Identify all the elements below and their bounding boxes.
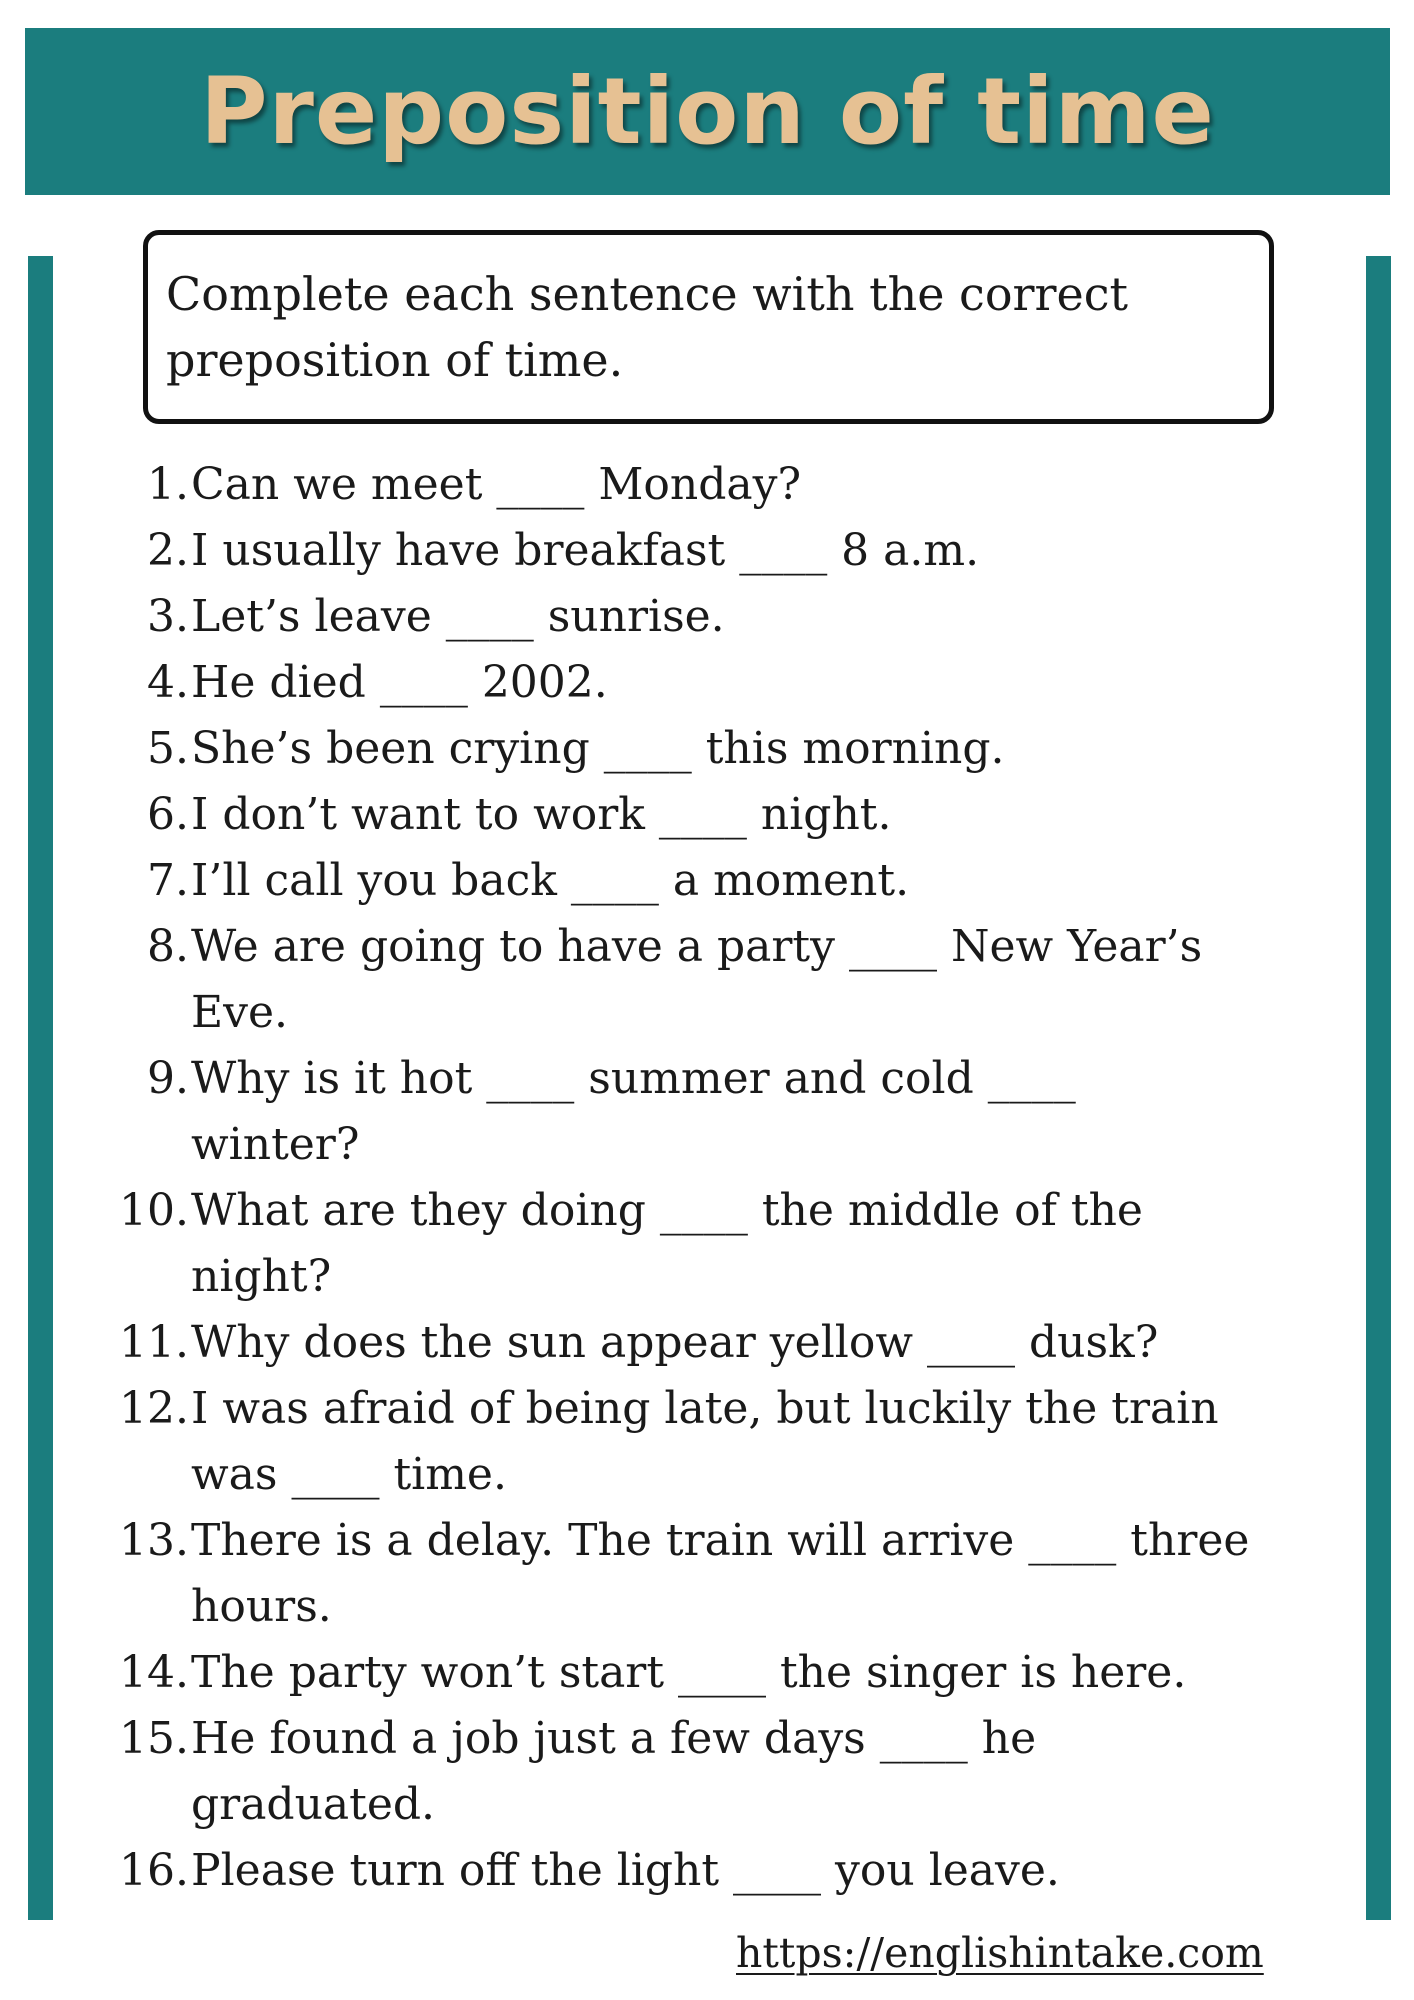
question-item	[110, 518, 1290, 584]
question-item	[110, 1310, 1290, 1376]
question-number: 3.	[147, 591, 189, 642]
question-item	[110, 1508, 1290, 1640]
question-text-line: was ____ time.	[191, 1449, 507, 1500]
question-text: Why does the sun appear yellow ____ dusk?	[191, 1317, 1159, 1368]
title-banner	[25, 28, 1390, 195]
instruction-line-1: Complete each sentence with the correct	[166, 267, 1128, 321]
page-title: Preposition of time	[200, 58, 1215, 165]
question-text: Please turn off the light ____ you leave.	[191, 1845, 1060, 1896]
question-number: 11.	[119, 1317, 189, 1368]
question-number: 2.	[147, 525, 189, 576]
question-text-line: hours.	[191, 1581, 332, 1632]
question-number: 10.	[119, 1185, 189, 1236]
question-text	[191, 1046, 1261, 1178]
question-text-line: night?	[191, 1251, 332, 1302]
question-number: 1.	[147, 459, 189, 510]
question-text: I usually have breakfast ____ 8 a.m.	[191, 525, 980, 576]
question-item	[110, 1046, 1290, 1178]
question-text-line: graduated.	[191, 1779, 436, 1830]
question-number: 8.	[147, 921, 189, 972]
question-text: I’ll call you back ____ a moment.	[191, 855, 910, 906]
question-text: Can we meet ____ Monday?	[191, 459, 802, 510]
question-number: 9.	[147, 1053, 189, 1104]
question-text: The party won’t start ____ the singer is here.	[191, 1647, 1187, 1698]
question-text-line: We are going to have a party ____ New Year’s	[191, 921, 1203, 972]
question-number: 16.	[119, 1845, 189, 1896]
question-number: 5.	[147, 723, 189, 774]
question-item	[110, 452, 1290, 518]
question-item	[110, 1838, 1290, 1904]
question-text-line: What are they doing ____ the middle of the	[191, 1185, 1143, 1236]
question-item	[110, 848, 1290, 914]
question-text: He died ____ 2002.	[191, 657, 608, 708]
footer-url-link[interactable]: https://englishintake.com	[736, 1929, 1264, 1977]
question-text-line: There is a delay. The train will arrive ____ three	[191, 1515, 1250, 1566]
question-item	[110, 650, 1290, 716]
question-text-line: winter?	[191, 1119, 360, 1170]
question-text	[191, 1508, 1261, 1640]
question-number: 13.	[119, 1515, 189, 1566]
instruction-box	[143, 230, 1274, 424]
question-text-line: I was afraid of being late, but luckily the train	[191, 1383, 1219, 1434]
question-text-line: Why is it hot ____ summer and cold ____	[191, 1053, 1076, 1104]
question-number: 14.	[119, 1647, 189, 1698]
question-item	[110, 584, 1290, 650]
question-item	[110, 914, 1290, 1046]
question-number: 7.	[147, 855, 189, 906]
question-item	[110, 716, 1290, 782]
left-accent-bar	[28, 256, 53, 1920]
question-text	[191, 1376, 1261, 1508]
question-number: 6.	[147, 789, 189, 840]
question-item	[110, 1178, 1290, 1310]
question-text-line: He found a job just a few days ____ he	[191, 1713, 1037, 1764]
question-list	[110, 452, 1290, 1904]
question-number: 12.	[119, 1383, 189, 1434]
question-text-line: Eve.	[191, 987, 289, 1038]
question-text: I don’t want to work ____ night.	[191, 789, 892, 840]
instruction-line-2: preposition of time.	[166, 333, 624, 387]
question-number: 15.	[119, 1713, 189, 1764]
question-text	[191, 1706, 1261, 1838]
question-text	[191, 914, 1261, 1046]
question-number: 4.	[147, 657, 189, 708]
question-text: Let’s leave ____ sunrise.	[191, 591, 725, 642]
question-item	[110, 782, 1290, 848]
question-item	[110, 1706, 1290, 1838]
question-text: She’s been crying ____ this morning.	[191, 723, 1005, 774]
right-accent-bar	[1366, 256, 1391, 1920]
question-item	[110, 1640, 1290, 1706]
question-item	[110, 1376, 1290, 1508]
question-text	[191, 1178, 1261, 1310]
